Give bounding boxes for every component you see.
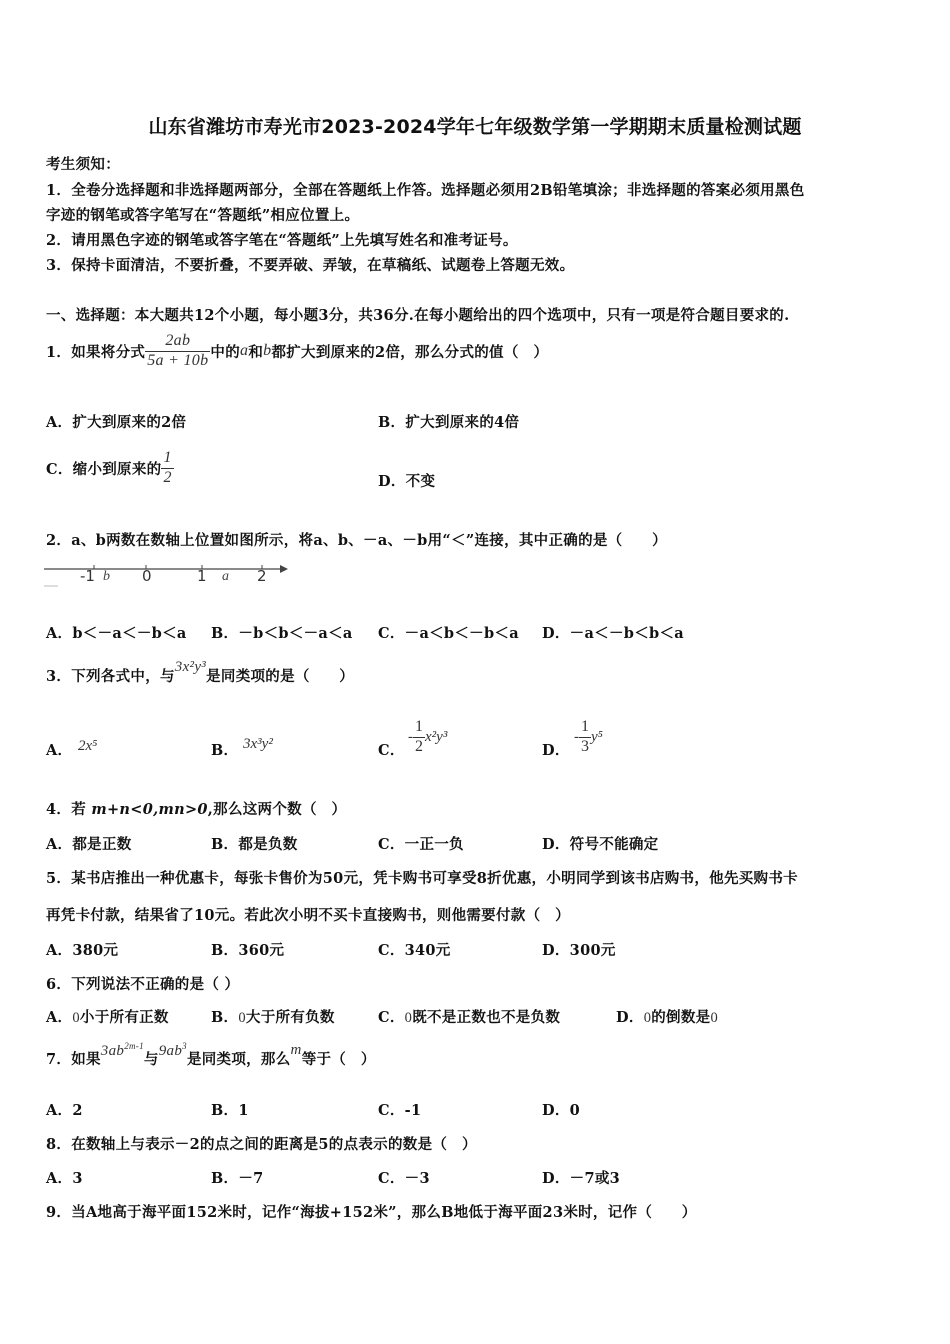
q1-option-b: B．扩大到原来的4倍 — [378, 414, 520, 431]
q5-option-a: A．380元 — [46, 942, 119, 959]
axis-label-one: 1 — [197, 567, 207, 585]
question-1 — [46, 326, 548, 376]
q8-option-b: B．－7 — [211, 1170, 264, 1187]
q8-option-d: D．－7或3 — [542, 1170, 621, 1187]
notice-line-2: 2．请用黑色字迹的钢笔或答字笔在“答题纸”上先填写姓名和准考证号。 — [46, 232, 518, 249]
q3-option-d-label: D． — [542, 742, 570, 759]
q4-stem-pre: 4．若 — [46, 801, 92, 818]
section-heading: 一、选择题：本大题共12个小题，每小题3分，共36分.在每小题给出的四个选项中，只有一项是符合题目要求的. — [46, 307, 790, 324]
q3-option-b-label: B． — [211, 742, 239, 759]
q7-expr-1 — [101, 1041, 144, 1060]
q1-option-d: D．不变 — [378, 473, 436, 490]
q7-stem-mid: 与 — [143, 1050, 159, 1068]
notice-line-1a: 1．全卷分选择题和非选择题两部分，全部在答题纸上作答。选择题必须用2B铅笔填涂；非选择题的答案必须用黑色 — [46, 182, 805, 199]
question-5-line-1: 5．某书店推出一种优惠卡，每张卡售价为50元，凭卡购书可享受8折优惠，小明同学到该书店购书，他先买购书卡 — [46, 870, 798, 887]
q7-option-d: D．0 — [542, 1102, 581, 1119]
q4-option-d: D．符号不能确定 — [542, 836, 659, 853]
q6-d-zero-2: 0 — [710, 1010, 719, 1026]
q1-option-a: A．扩大到原来的2倍 — [46, 414, 187, 431]
q6-d-label: D． — [616, 1009, 644, 1026]
q6-option-b — [211, 1006, 335, 1027]
q7-var-m: m — [290, 1041, 302, 1058]
axis-label-b: b — [103, 569, 110, 584]
q1-frac-denominator: 5a + 10b — [147, 351, 209, 369]
question-7 — [46, 1040, 376, 1076]
q4-option-a: A．都是正数 — [46, 836, 132, 853]
q7-expr-1-base: 3ab — [100, 1042, 125, 1059]
axis-label-a: a — [222, 569, 229, 584]
q3-option-d-expr — [574, 713, 603, 761]
q4-option-b: B．都是负数 — [211, 836, 298, 853]
q7-expr-2-exponent: 3 — [182, 1040, 187, 1051]
q7-expr-2-base: 9ab — [158, 1042, 183, 1059]
q6-d-zero: 0 — [643, 1010, 652, 1026]
q1-option-c-text: C．缩小到原来的 — [46, 460, 162, 478]
q3-c-numerator: 1 — [413, 718, 425, 737]
notice-line-1b: 字迹的钢笔或答字笔写在“答题纸”相应位置上。 — [46, 207, 360, 224]
q1-fraction — [145, 332, 210, 370]
q3-option-c-expr — [408, 713, 447, 761]
q1-stem-post: 都扩大到原来的2倍，那么分式的值（ ） — [271, 343, 549, 361]
q7-option-c: C．-1 — [378, 1102, 422, 1119]
q6-d-text: 的倒数是 — [651, 1009, 711, 1026]
q6-c-label: C． — [378, 1009, 405, 1026]
page-title: 山东省潍坊市寿光市2023-2024学年七年级数学第一学期期末质量检测试题 — [148, 116, 802, 138]
q7-option-a: A．2 — [46, 1102, 83, 1119]
axis-label-two: 2 — [257, 567, 267, 585]
q6-c-text: 既不是正数也不是负数 — [412, 1009, 561, 1026]
question-3 — [46, 658, 354, 692]
q4-option-c: C．一正一负 — [378, 836, 464, 853]
number-line-arrow — [280, 565, 288, 573]
q5-option-d: D．300元 — [542, 942, 616, 959]
q1-c-denominator: 2 — [163, 468, 172, 486]
q1-var-b: b — [263, 342, 272, 359]
q1-option-c — [46, 445, 174, 491]
q7-expr-2 — [159, 1041, 187, 1060]
q3-d-numerator: 1 — [579, 718, 591, 737]
q3-d-denominator: 3 — [581, 737, 589, 755]
q3-option-a-label: A． — [46, 742, 73, 759]
q6-option-a — [46, 1006, 169, 1027]
q8-option-c: C．－3 — [378, 1170, 430, 1187]
axis-label-minus-one: -1 — [80, 567, 95, 585]
q7-stem-post2: 等于（ ） — [301, 1050, 376, 1068]
question-8: 8．在数轴上与表示－2的点之间的距离是5的点表示的数是（ ） — [46, 1136, 477, 1153]
q7-expr-1-exponent: 2m-1 — [124, 1040, 144, 1051]
q3-expression: 3x²y³ — [174, 658, 207, 675]
q2-option-c: C．－a＜b＜－b＜a — [378, 625, 519, 642]
q5-option-c: C．340元 — [378, 942, 451, 959]
q6-c-zero: 0 — [404, 1010, 413, 1026]
q2-option-a: A．b＜－a＜－b＜a — [46, 625, 187, 642]
q1-stem-pre: 1．如果将分式 — [46, 343, 146, 361]
q1-c-numerator: 1 — [161, 449, 173, 468]
q6-a-label: A． — [46, 1009, 73, 1026]
q3-stem-pre: 3．下列各式中，与 — [46, 667, 175, 685]
notice-line-3: 3．保持卡面清洁，不要折叠，不要弄破、弄皱，在草稿纸、试题卷上答题无效。 — [46, 257, 575, 274]
question-5-line-2: 再凭卡付款，结果省了10元。若此次小明不买卡直接购书，则他需要付款（ ） — [46, 907, 570, 924]
q3-option-c-label: C． — [378, 742, 405, 759]
q2-option-b: B．－b＜b＜－a＜a — [211, 625, 353, 642]
q6-a-text: 小于所有正数 — [79, 1009, 169, 1026]
q3-c-fraction — [413, 718, 425, 756]
q1-var-a: a — [240, 342, 249, 359]
q4-stem-post: ,那么这两个数（ ） — [207, 801, 347, 818]
q2-option-d: D．－a＜－b＜b＜a — [542, 625, 684, 642]
q6-option-c — [378, 1006, 560, 1027]
q1-frac-numerator: 2ab — [145, 332, 210, 351]
axis-label-zero: 0 — [142, 567, 152, 585]
notice-heading: 考生须知： — [46, 156, 120, 173]
q1-stem-mid1: 中的 — [210, 343, 241, 361]
question-4 — [46, 798, 346, 819]
q7-option-b: B．1 — [211, 1102, 249, 1119]
q3-stem-post: 是同类项的是（ ） — [206, 667, 355, 685]
q7-stem-post1: 是同类项，那么 — [186, 1050, 291, 1068]
q1-stem-mid2: 和 — [248, 343, 264, 361]
q3-option-a-expr: 2x⁵ — [78, 738, 98, 754]
q3-c-denominator: 2 — [415, 737, 423, 755]
q3-c-minus: - — [408, 728, 413, 745]
q3-c-tail: x²y³ — [425, 728, 448, 745]
q3-option-b-expr: 3x³y² — [243, 736, 273, 752]
q3-d-minus: - — [574, 728, 579, 745]
question-9: 9．当A地高于海平面152米时，记作“海拔+152米”，那么B地低于海平面23米时，记作（ ） — [46, 1204, 697, 1221]
q6-b-text: 大于所有负数 — [245, 1009, 335, 1026]
q5-option-b: B．360元 — [211, 942, 285, 959]
q7-stem-pre: 7．如果 — [46, 1050, 101, 1068]
q3-d-tail: y⁵ — [591, 728, 603, 745]
q3-d-fraction — [579, 718, 591, 756]
question-2: 2．a、b两数在数轴上位置如图所示，将a、b、－a、－b用“＜”连接，其中正确的是（ ） — [46, 532, 667, 549]
question-6: 6．下列说法不正确的是（ ） — [46, 976, 240, 993]
q6-b-label: B． — [211, 1009, 239, 1026]
q6-option-d — [616, 1006, 718, 1027]
q1-option-c-fraction — [161, 449, 173, 487]
q8-option-a: A．3 — [46, 1170, 83, 1187]
q4-condition: m+n<0,mn>0 — [91, 801, 208, 818]
q6-a-zero: 0 — [72, 1010, 80, 1026]
q6-b-zero: 0 — [238, 1010, 246, 1026]
